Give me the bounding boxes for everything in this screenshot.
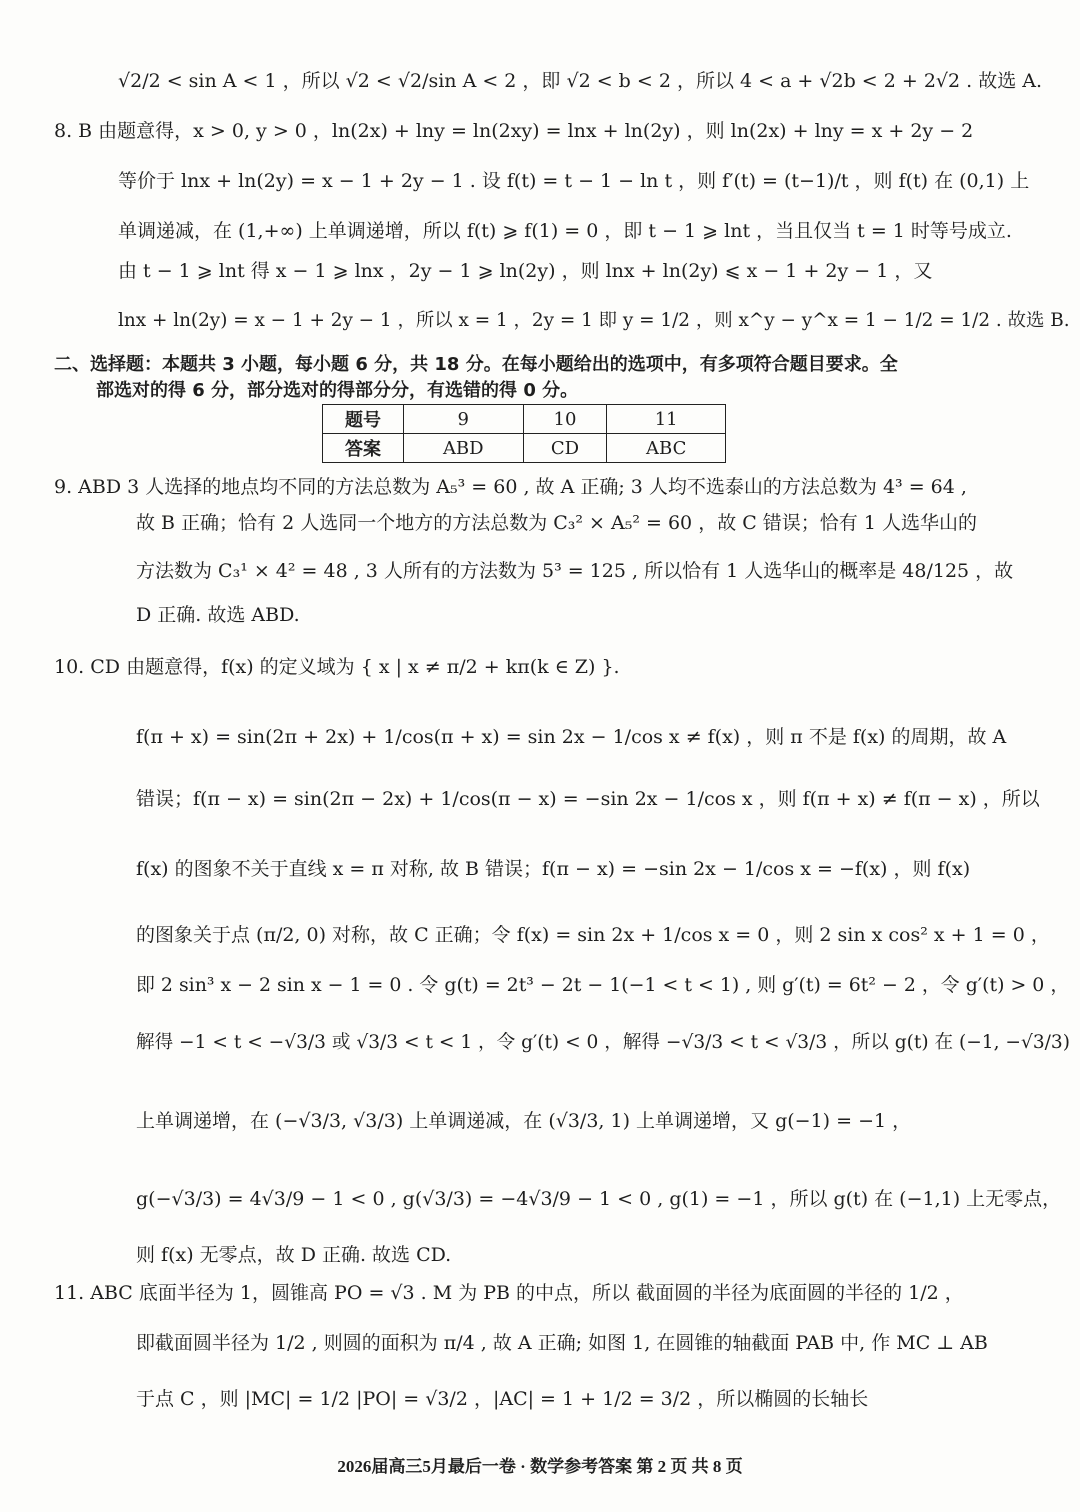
table-cell: 题号 bbox=[323, 405, 404, 434]
table-cell: CD bbox=[523, 434, 607, 463]
table-row bbox=[323, 434, 726, 463]
text-line: 等价于 lnx + ln(2y) = x − 1 + 2y − 1 . 设 f(t) = t − 1 − ln t ，则 f′(t) = (t−1)/t ，则 f(t) 在 (0,1) 上 bbox=[118, 170, 1030, 192]
text-line: 解得 −1 < t < −√3/3 或 √3/3 < t < 1 ，令 g′(t) < 0 ，解得 −√3/3 < t < √3/3 ，所以 g(t) 在 (−1, −√3/3) bbox=[136, 1032, 1070, 1053]
text-line: lnx + ln(2y) = x − 1 + 2y − 1 ，所以 x = 1 ，2y = 1 即 y = 1/2 ，则 x^y − y^x = 1 − 1/2 = 1/2 . 故选 B. bbox=[118, 310, 1070, 331]
text-line: 错误；f(π − x) = sin(2π − 2x) + 1/cos(π − x) = −sin 2x − 1/cos x ，则 f(π + x) ≠ f(π − x) ，所以 bbox=[136, 788, 1040, 810]
text-line: 上单调递增，在 (−√3/3, √3/3) 上单调递减，在 (√3/3, 1) 上单调递增，又 g(−1) = −1 ， bbox=[136, 1110, 912, 1132]
table-cell: 答案 bbox=[323, 434, 404, 463]
section-heading: 部选对的得 6 分，部分选对的得部分分，有选错的得 0 分。 bbox=[96, 380, 579, 401]
table-cell: 10 bbox=[523, 405, 607, 434]
text-line: 由 t − 1 ⩾ lnt 得 x − 1 ⩾ lnx ，2y − 1 ⩾ ln(2y) ，则 lnx + ln(2y) ⩽ x − 1 + 2y − 1 ，又 bbox=[118, 260, 933, 282]
table-cell: 9 bbox=[404, 405, 524, 434]
text-line: 单调递减，在 (1,+∞) 上单调递增，所以 f(t) ⩾ f(1) = 0 ，即 t − 1 ⩾ lnt ，当且仅当 t = 1 时等号成立. bbox=[118, 220, 1012, 242]
text-line: g(−√3/3) = 4√3/9 − 1 < 0 , g(√3/3) = −4√3/9 − 1 < 0 , g(1) = −1 ，所以 g(t) 在 (−1,1) 上无零点， bbox=[136, 1188, 1062, 1210]
table-cell: 11 bbox=[607, 405, 726, 434]
table-cell: ABC bbox=[607, 434, 726, 463]
table-row bbox=[323, 405, 726, 434]
table-cell: ABD bbox=[404, 434, 524, 463]
text-line: 8. B 由题意得，x > 0, y > 0 ，ln(2x) + lny = ln(2xy) = lnx + ln(2y) ，则 ln(2x) + lny = x + 2y − 2 bbox=[54, 120, 974, 142]
page-footer: 2026届高三5月最后一卷 · 数学参考答案 第 2 页 共 8 页 bbox=[337, 1457, 743, 1476]
text-line: 于点 C ，则 |MC| = 1/2 |PO| = √3/2 ，|AC| = 1 + 1/2 = 3/2 ，所以椭圆的长轴长 bbox=[136, 1388, 869, 1410]
text-line: 故 B 正确；恰有 2 人选同一个地方的方法总数为 C₃² × A₅² = 60 ，故 C 错误；恰有 1 人选华山的 bbox=[136, 512, 977, 534]
text-line: D 正确. 故选 ABD. bbox=[136, 604, 300, 626]
text-line: f(π + x) = sin(2π + 2x) + 1/cos(π + x) = sin 2x − 1/cos x ≠ f(x) ，则 π 不是 f(x) 的周期，故 A bbox=[136, 726, 1007, 748]
text-line: √2/2 < sin A < 1 ，所以 √2 < √2/sin A < 2 ，即 √2 < b < 2 ，所以 4 < a + √2b < 2 + 2√2 . 故选 A. bbox=[118, 70, 1043, 92]
text-line: 的图象关于点 (π/2, 0) 对称，故 C 正确；令 f(x) = sin 2x + 1/cos x = 0 ，则 2 sin x cos² x + 1 = 0 ， bbox=[136, 924, 1050, 946]
text-line: f(x) 的图象不关于直线 x = π 对称, 故 B 错误；f(π − x) = −sin 2x − 1/cos x = −f(x) ，则 f(x) bbox=[136, 858, 971, 880]
text-line: 方法数为 C₃¹ × 4² = 48 , 3 人所有的方法数为 5³ = 125 , 所以恰有 1 人选华山的概率是 48/125 ，故 bbox=[136, 560, 1014, 582]
section-heading: 二、选择题：本题共 3 小题，每小题 6 分，共 18 分。在每小题给出的选项中，有多项符合题目要求。全 bbox=[54, 354, 898, 375]
text-line: 9. ABD 3 人选择的地点均不同的方法总数为 A₅³ = 60 , 故 A 正确; 3 人均不选泰山的方法总数为 4³ = 64 , bbox=[54, 476, 967, 498]
text-line: 11. ABC 底面半径为 1，圆锥高 PO = √3 . M 为 PB 的中点，所以 截面圆的半径为底面圆的半径的 1/2 ， bbox=[54, 1282, 964, 1304]
text-line: 10. CD 由题意得，f(x) 的定义域为 { x | x ≠ π/2 + kπ(k ∈ Z) }. bbox=[54, 656, 620, 678]
text-line: 即 2 sin³ x − 2 sin x − 1 = 0 . 令 g(t) = 2t³ − 2t − 1(−1 < t < 1) , 则 g′(t) = 6t² − 2 ，令 g′(t) > 0 ， bbox=[136, 974, 1070, 996]
answer-table bbox=[322, 404, 726, 463]
text-line: 即截面圆半径为 1/2 , 则圆的面积为 π/4 , 故 A 正确; 如图 1, 在圆锥的轴截面 PAB 中, 作 MC ⊥ AB bbox=[136, 1332, 988, 1354]
text-line: 则 f(x) 无零点，故 D 正确. 故选 CD. bbox=[136, 1244, 452, 1266]
